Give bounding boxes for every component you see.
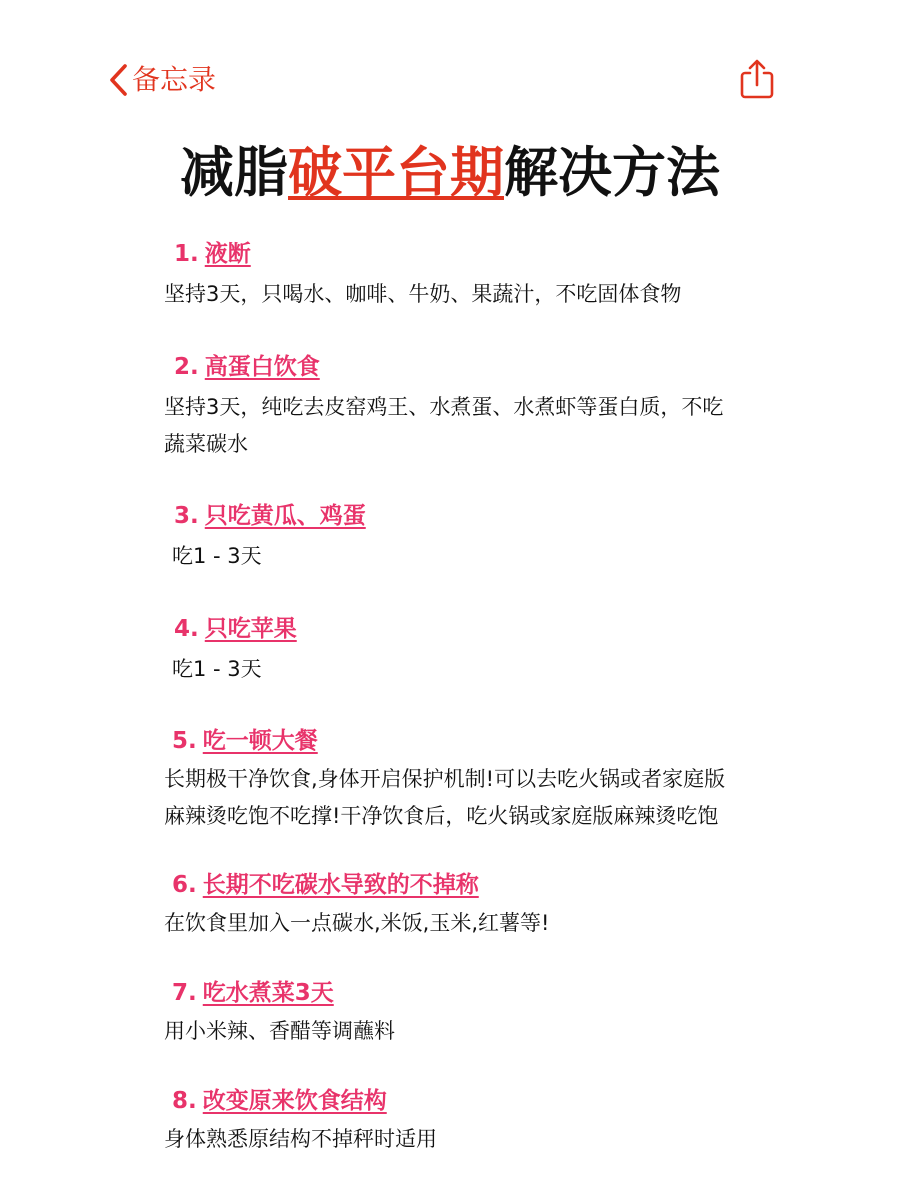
section-text [172, 538, 812, 575]
section-heading [172, 869, 479, 901]
section-heading [174, 238, 251, 270]
section-heading [174, 500, 366, 532]
chevron-left-icon [108, 63, 130, 97]
section-title: 长期不吃碳水导致的不掉称 [202, 872, 479, 898]
section-text [164, 276, 804, 313]
section-number: 3. [174, 503, 199, 529]
section-heading [174, 613, 297, 645]
section-title: 只吃苹果 [204, 616, 297, 642]
section-number: 4. [174, 616, 199, 642]
section-text-line: 坚持3天，纯吃去皮窑鸡王、水煮蛋、水煮虾等蛋白质，不吃 [164, 395, 724, 419]
section-heading [172, 977, 334, 1009]
section-title: 只吃黄瓜、鸡蛋 [204, 503, 366, 529]
title-highlight: 破平台期 [288, 141, 504, 204]
section-number: 2. [174, 354, 199, 380]
share-button[interactable] [738, 58, 776, 100]
section-title: 液断 [204, 241, 251, 267]
section-title: 高蛋白饮食 [204, 354, 320, 380]
title-prefix: 减脂 [180, 141, 288, 204]
section-title: 改变原来饮食结构 [202, 1088, 387, 1114]
section-text [164, 1013, 804, 1050]
section-title: 吃水煮菜3天 [202, 980, 334, 1006]
section-text [164, 389, 804, 463]
section-text-line: 用小米辣、香醋等调蘸料 [164, 1019, 395, 1043]
section-number: 6. [172, 872, 197, 898]
section-text [172, 651, 812, 688]
section-number: 1. [174, 241, 199, 267]
section-number: 7. [172, 980, 197, 1006]
section-heading [172, 725, 318, 757]
navigation-bar [0, 0, 900, 120]
section-title: 吃一顿大餐 [202, 728, 318, 754]
section-heading [174, 351, 320, 383]
section-text [164, 905, 804, 942]
section-text-line: 蔬菜碳水 [164, 432, 248, 456]
section-text-line: 身体熟悉原结构不掉秤时适用 [164, 1127, 437, 1151]
back-button[interactable] [108, 60, 216, 100]
section-number: 8. [172, 1088, 197, 1114]
share-icon [738, 58, 776, 100]
section-text-line: 吃1 - 3天 [172, 657, 262, 681]
section-text-line: 在饮食里加入一点碳水,米饭,玉米,红薯等! [164, 911, 550, 935]
section-text [164, 761, 804, 835]
page-title [0, 138, 900, 208]
section-text-line: 麻辣烫吃饱不吃撑!干净饮食后，吃火锅或家庭版麻辣烫吃饱 [164, 804, 719, 828]
section-text [164, 1121, 804, 1158]
section-text-line: 长期极干净饮食,身体开启保护机制!可以去吃火锅或者家庭版 [164, 767, 726, 791]
section-text-line: 吃1 - 3天 [172, 544, 262, 568]
section-text-line: 坚持3天，只喝水、咖啡、牛奶、果蔬汁，不吃固体食物 [164, 282, 682, 306]
section-heading [172, 1085, 387, 1117]
section-number: 5. [172, 728, 197, 754]
title-suffix: 解决方法 [504, 141, 720, 204]
back-label: 备忘录 [132, 63, 217, 96]
